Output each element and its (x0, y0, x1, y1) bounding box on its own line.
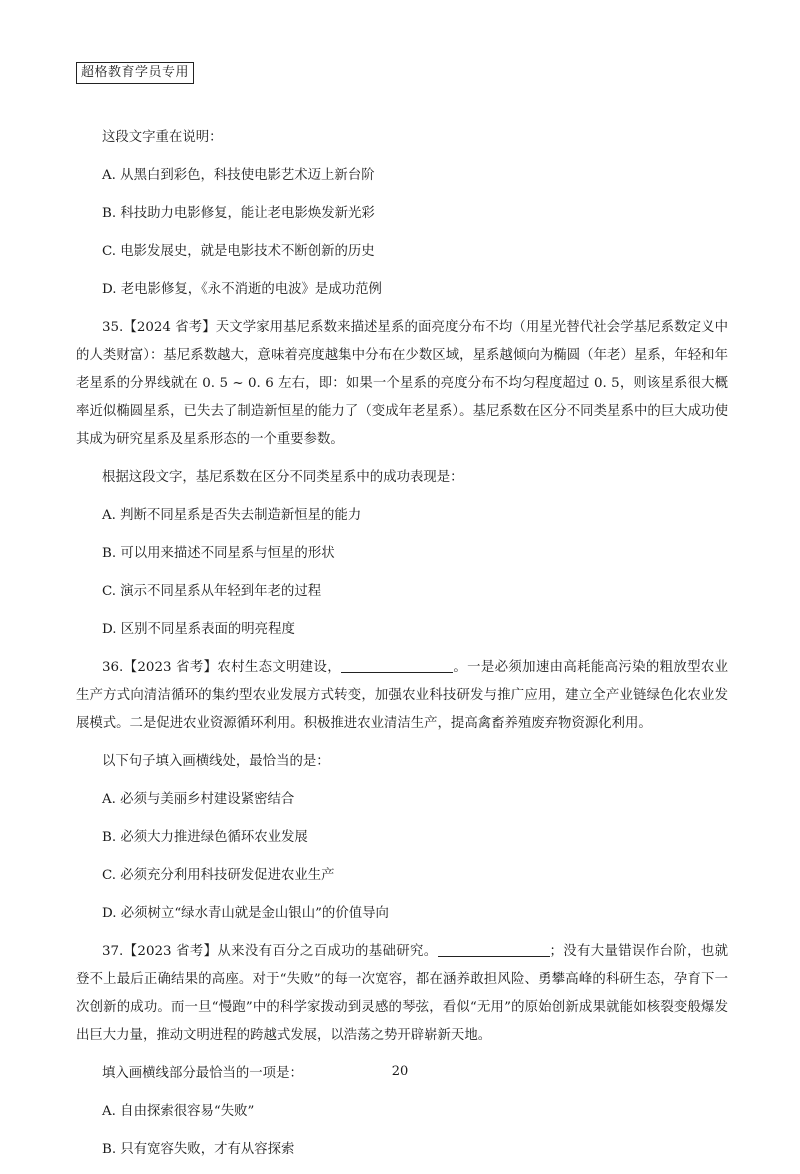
question-prompt: 填入画横线部分最恰当的一项是： (102, 1066, 303, 1081)
question-passage (76, 654, 728, 738)
option-b: B. 可以用来描述不同星系与恒星的形状 (102, 546, 335, 561)
document-body (76, 124, 728, 1174)
option-d: D. 老电影修复，《永不消逝的电波》是成功范例 (102, 282, 382, 297)
option-d: D. 必须树立“绿水青山就是金山银山”的价值导向 (102, 906, 389, 921)
question-36 (76, 654, 728, 928)
fill-in-blank (341, 658, 453, 673)
question-37 (76, 938, 728, 1164)
question-35 (76, 314, 728, 644)
passage-rest: 。一是必须加速由高耗能高污染的粗放型农业生产方式向清洁循环的集约型农业发展方式转变，加强农业科技研发与推广应用，建立全产业链绿色化农业发展模式。二是促进农业资源循环利用。积极推进农业清洁生产，提高禽畜养殖废弃物资源化利用。 (76, 660, 728, 731)
option-c: C. 电影发展史，就是电影技术不断创新的历史 (102, 244, 375, 259)
option-c: C. 必须充分利用科技研发促进农业生产 (102, 868, 335, 883)
header-watermark-label: 超格教育学员专用 (76, 62, 194, 84)
question-34 (76, 124, 728, 304)
option-d: D. 区别不同星系表面的明亮程度 (102, 622, 295, 637)
question-passage: 35.【2024 省考】天文学家用基尼系数来描述星系的面亮度分布不均（用星光替代社会学基尼系数定义中的人类财富）：基尼系数越大，意味着亮度越集中分布在少数区域，星系越倾向为椭圆（年老）星系，年轻和年老星系的分界线就在 0. 5 ~ 0. 6 左右，即：如果一个星系的亮度分布不均匀程度超过 0. 5，则该星系很大概率近似椭圆星系，已失去了制造新恒星的能力了（变成年老星系）。基尼系数在区分不同类星系中的巨大成功使其成为研究星系及星系形态的一个重要参数。 (76, 320, 728, 447)
option-a: A. 判断不同星系是否失去制造新恒星的能力 (102, 508, 362, 523)
question-prompt: 以下句子填入画横线处，最恰当的是： (102, 754, 330, 769)
page-number: 20 (391, 1064, 409, 1079)
option-b: B. 科技助力电影修复，能让老电影焕发新光彩 (102, 206, 375, 221)
passage-rest: ；没有大量错误作台阶，也就登不上最后正确结果的高座。对于“失败”的每一次宽容，都在涵养敢担风险、勇攀高峰的科研生态，孕育下一次创新的成功。而一旦“慢跑”中的科学家拨动到灵感的琴弦，看似“无用”的原始创新成果就能如核裂变般爆发出巨大力量，推动文明进程的跨越式发展，以浩荡之势开辟崭新天地。 (76, 944, 728, 1043)
option-b: B. 只有宽容失败，才有从容探索 (102, 1142, 295, 1157)
passage-lead: 37.【2023 省考】从来没有百分之百成功的基础研究。 (102, 944, 438, 959)
option-b: B. 必须大力推进绿色循环农业发展 (102, 830, 308, 845)
question-prompt: 根据这段文字，基尼系数在区分不同类星系中的成功表现是： (102, 470, 464, 485)
option-c: C. 演示不同星系从年轻到年老的过程 (102, 584, 322, 599)
fill-in-blank (438, 942, 550, 957)
option-a: A. 从黑白到彩色，科技使电影艺术迈上新台阶 (102, 168, 375, 183)
option-a: A. 自由探索很容易“失败” (102, 1104, 255, 1119)
question-passage (76, 938, 728, 1050)
option-a: A. 必须与美丽乡村建设紧密结合 (102, 792, 295, 807)
passage-lead: 36.【2023 省考】农村生态文明建设， (102, 660, 342, 675)
question-prompt: 这段文字重在说明： (102, 130, 223, 145)
